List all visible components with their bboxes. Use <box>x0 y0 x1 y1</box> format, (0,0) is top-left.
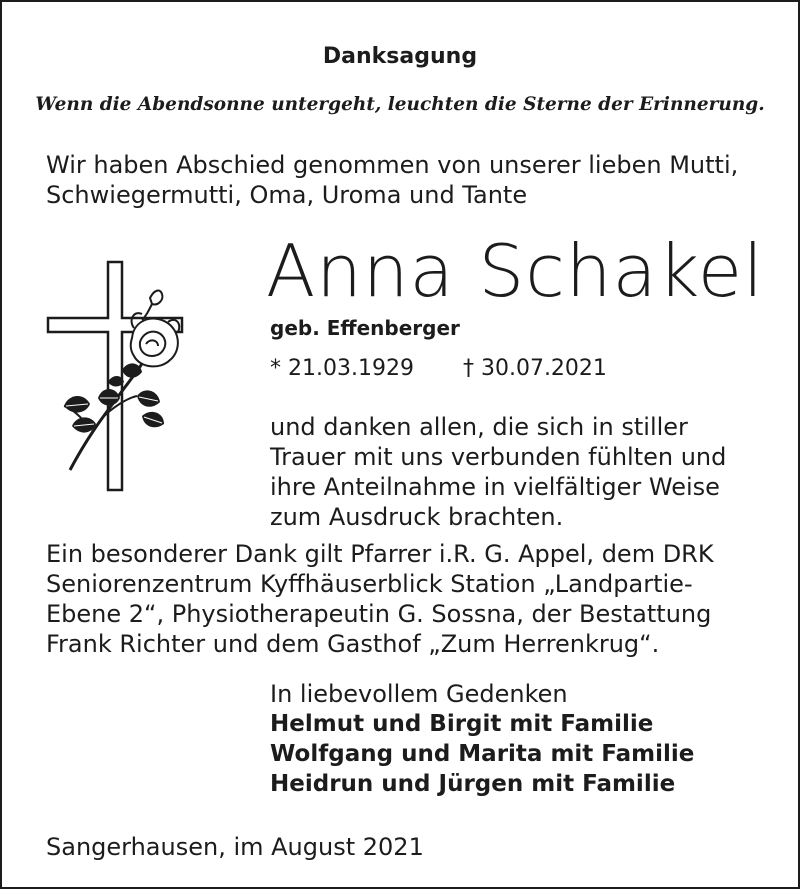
thanks-line: und danken allen, die sich in stiller <box>270 413 688 441</box>
life-dates <box>270 356 607 381</box>
motto: Wenn die Abendsonne untergeht, leuchten die Sterne der Erinnerung. <box>35 94 765 115</box>
thanks-line: zum Ausdruck brachten. <box>270 503 564 531</box>
thanks-text <box>270 412 726 532</box>
thanks-line: ihre Anteilnahme in vielfältiger Weise <box>270 473 720 501</box>
special-thanks-line: Frank Richter und dem Gasthof „Zum Herrenkrug“. <box>46 630 660 658</box>
birth-name: geb. Effenberger <box>270 316 460 340</box>
family-signature: Heidrun und Jürgen mit Familie <box>270 771 676 797</box>
special-thanks-line: Seniorenzentrum Kyffhäuserblick Station „Landpartie- <box>46 570 693 598</box>
closing-block <box>270 679 694 799</box>
deceased-name: Anna Schakel <box>266 229 764 313</box>
special-thanks-line: Ein besonderer Dank gilt Pfarrer i.R. G. Appel, dem DRK <box>46 540 714 568</box>
cross-with-rose-icon <box>42 258 192 498</box>
intro-line: Schwiegermutti, Oma, Uroma und Tante <box>46 181 528 209</box>
family-signature: Helmut und Birgit mit Familie <box>270 711 654 737</box>
family-signature: Wolfgang und Marita mit Familie <box>270 741 695 767</box>
special-thanks-text <box>46 539 714 659</box>
intro-text <box>46 150 738 210</box>
birth-date: * 21.03.1929 <box>270 356 414 381</box>
intro-line: Wir haben Abschied genommen von unserer lieben Mutti, <box>46 151 739 179</box>
special-thanks-line: Ebene 2“, Physiotherapeutin G. Sossna, der Bestattung <box>46 600 712 628</box>
place-date: Sangerhausen, im August 2021 <box>46 833 424 861</box>
death-date: † 30.07.2021 <box>462 356 607 381</box>
closing-phrase: In liebevollem Gedenken <box>270 680 568 708</box>
heading: Danksagung <box>322 44 478 69</box>
thanks-line: Trauer mit uns verbunden fühlten und <box>270 443 727 471</box>
